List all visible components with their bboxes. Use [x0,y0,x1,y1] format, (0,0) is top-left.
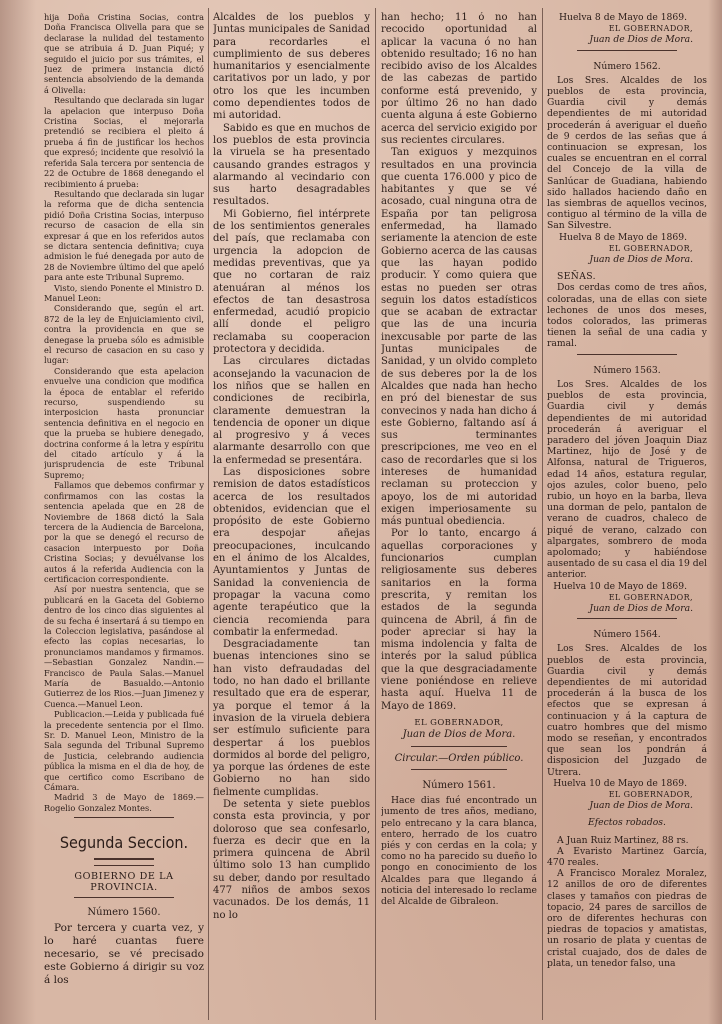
paragraph: Los Sres. Alcaldes de los pueblos de esta provincia, Guardia civil y demás dependientes de mi autoridad procederán á averiguar el paradero del jóven Joaquin Diaz Martinez, hijo de José y de Alfonsa, natural de Trigueros, edad 14 años, estatura regular, ojos azules, color bueno, pelo rubio, un hoyo en la barba, lleva una dorman de pelo, pantalon de verano de cuadros, chaleco de piqué de verano, calzado con alpargates, sombrero de moda apolomado; y habiéndose ausentado de su casa el dia 19 del anterior. [547,378,707,581]
paragraph: Fallamos que debemos confirmar y confirmamos con las costas la sentencia apelada que en 28 de Noviembre de 1868 dictó la Sala tercera de la Audiencia de Barcelona, por la que se denegó el recurso de casacion interpuesto por Doña Cristina Socias; y devuélvanse los autos á la referida Audiencia con la certificacion correspondiente. [44,480,204,584]
notice-number: Número 1563. [593,364,661,376]
paragraph: Considerando que, según el art. 872 de la ley de Enjuiciamiento civil, contra la providencia en que se denegase la prueba sólo es admisible el recurso de casacion en su caso y lugar: [44,303,204,366]
separator-rule [577,354,677,355]
column-2 [213,12,370,1018]
stolen-items-heading: Efectos robados. [588,817,666,829]
column-divider [208,8,209,1020]
paragraph: De setenta y siete pueblos consta esta provincia, y por doloroso que sea confesarlo, fuerza es decir que en la primera quincena de Abril último solo 13 han cumplido su deber, dando por resultado 477 niños de ambos sexos vacunados. De los demás, 11 no lo [213,799,370,921]
section-title: Segunda Seccion. [59,833,189,853]
separator-rule [577,50,677,51]
paragraph: Por lo tanto, encargo á aquellas corporaciones y funcionarios cumplan religiosamente sus deberes sanitarios en la forma prescrita, y remitan los estados de la segunda quincena de Abril, á fin de poder apreciar si hay la misma indolencia y falta de interés por la salud pública que la que desgraciadamente viene poniéndose en relieve hasta aquí. Huelva 11 de Mayo de 1869. [381,528,537,712]
paragraph: Los Sres. Alcaldes de los pueblos de esta provincia, Guardia civil y demás dependientes de mi autoridad procederán á averiguar el dueño de 9 cerdos de las señas que á continuacion se expresan, los cuales se encuentran en el corral del Concejo de la villa de Sanlúcar de Guadiana, habiendo sido hallados haciendo daño en las siembras de aquellos vecinos, contiguo al término de la villa de San Silvestre. [547,74,707,232]
signature-title: EL GOBERNADOR, [414,717,504,728]
paragraph: Tan exiguos y mezquinos resultados en una provincia que cuenta 176.000 y pico de habitantes y que se vé acosado, cual ninguna otra de España por tan peligrosa enfermedad, ha llamado seriamente la atencion de este Gobierno acerca de las causas que las hayan podido producir. Y como quiera que estas no pueden ser otras seguin los datos estadísticos que se acaban de extractar que las de una incuria inexcusable por parte de las Juntas municipales de Sanidad, y un olvido completo de sus deberes por la de los Alcaldes que nada han hecho en pró del bienestar de sus convecinos y nada han dicho á este Gobierno, faltando así á sus terminantes prescripciones, me veo en el caso de recordarles que si los intereses de humanidad reclaman su proteccion y apoyo, los de mi autoridad exigen imperiosamente su más puntual obediencia. [381,147,537,528]
paragraph: Por tercera y cuarta vez, y lo haré cuantas fuere necesario, se vé precisado este Gobierno á dirigir su voz á los [44,921,204,986]
government-heading: GOBIERNO DE LA PROVINCIA. [74,871,174,893]
paragraph: Considerando que esta apelacion envuelve una condicion que modifica la época de entablar el referido recurso, suspendiendo su interposicion hasta pronunciar sentencia definitiva en el negocio en que la prueba se hubiere denegado, doctrina conforme á la letra y espíritu del citado artículo y á la jurisprudencia de este Tribunal Supremo; [44,365,204,480]
date-line: Huelva 10 de Mayo de 1869. [553,580,687,592]
notice-number: Número 1564. [593,629,661,641]
signature-name: Juan de Dios de Mora. [589,254,693,266]
paragraph: A Evaristo Martinez García, 470 reales. [547,845,707,869]
paragraph: Así por nuestra sentencia, que se publicará en la Gaceta del Gobierno dentro de los cinco dias siguientes al de su fecha é insertará á su tiempo en la Coleccion legislativa, pasándose al efecto las copias necesarias, lo pronunciamos mandamos y firmamos.—Sebastian Gonzalez Nandin.—Francisco de Paula Salas.—Manuel María de Basualdo.—Antonio Gutierrez de los Rios.—Juan Jimenez y Cuenca.—Manuel Leon. [44,584,204,709]
paragraph: Resultando que declarada sin lugar la apelacion que interpuso Doña Cristina Socias, el mejorarla pretendió se recibiera el pleito á prueba á fin de justificar los hechos que expresó; incidente que resolvió la referida Sala tercera por sentencia de 22 de Octubre de 1868 denegando el recibimiento á prueba: [44,95,204,189]
date-line: Huelva 8 de Mayo de 1869. [559,231,687,243]
column-divider [375,8,376,1020]
column-3 [381,12,537,1018]
signature-title: EL GOBERNADOR, [608,243,693,253]
paragraph: A Francisco Moralez Moralez, 12 anillos de oro de diferentes clases y tamaños con piedras de topacio, 24 pares de sarcillos de oro de diferentes hechuras con piedras de topacios y amatistas, un rosario de plata y cuentas de cristal cuajado, dos de dales de plata, un tenedor falso, una [547,868,707,969]
paragraph: Las disposiciones sobre remision de datos estadísticos acerca de los resultados obtenidos, evidencian que el propósito de este Gobierno era despojar añejas preocupaciones, inculcando en el ánimo de los Alcaldes, Ayuntamientos y Juntas de Sanidad la conveniencia de propagar la vacuna como agente terapéutico que la ciencia recomienda para combatir la enfermedad. [213,466,370,638]
separator-rule [411,769,507,770]
paragraph: Mi Gobierno, fiel intérprete de los sentimientos generales del país, que reclamaba con urgencia la adopcion de medidas preventivas, que ya que no cortaran de raiz atenuáran al ménos los efectos de tan desastrosa enfermedad, acudió propicio allí donde el peligro reclamaba su cooperacion protectora y decidida. [213,208,370,356]
paragraph: Hace dias fué encontrado un jumento de tres años, mediano, pelo entrecano y la cara blanca, entero, herrado de los cuatro piés y con cerdas en la cola; y como no ha parecido su dueño lo pongo en conocimiento de los Alcaldes para que llegando á noticia del interesado lo reclame del Alcalde de Gibraleon. [381,795,537,907]
signature-name: Juan de Dios de Mora. [589,34,693,46]
date-line: Huelva 8 de Mayo de 1869. [559,12,687,23]
signature-name: Juan de Dios de Mora. [402,729,516,741]
separator-rule [74,897,174,898]
column-4 [547,12,707,1018]
paragraph: Dos cerdas como de tres años, coloradas, una de ellas con siete lechones de unos dos meses, todos colorados, las primeras tienen la señal de una cadia y ramal. [547,282,707,350]
date-line: Huelva 10 de Mayo de 1869. [553,777,687,789]
separator-rule [74,817,174,818]
paragraph: Visto, siendo Ponente el Ministro D. Manuel Leon: [44,282,204,303]
notice-number: Número 1560. [87,907,161,919]
left-margin-shadow [0,0,36,1024]
paragraph: hija Doña Cristina Socias, contra Doña Francisca Olivella para que se declarase la nulidad del testamento que se atribuia á D. Juan Piqué; y seguido el juicio por sus trámites, el Juez de primera instancia dictó sentencia absolviendo de la demanda á Olivella: [44,12,204,95]
signature-name: Juan de Dios de Mora. [589,800,693,812]
signature-title: EL GOBERNADOR, [608,24,693,34]
separator-rule [411,746,507,747]
paragraph: Los Sres. Alcaldes de los pueblos de esta provincia, Guardia civil y demás dependientes de mi autoridad procederán á la busca de los efectos que se expresan á continuacion y á la captura de cuatro hombres que del mismo modo se reseñan, y encontrados que sean los pondrán á disposicion del Juzgado de Utrera. [547,643,707,778]
signature-title: EL GOBERNADOR, [608,592,693,602]
paragraph: Desgraciadamente tan buenas intenciones sino se han visto defraudadas del todo, no han dado el brillante resultado que era de esperar, ya porque el temor á la invasion de la viruela debiera ser estímulo suficiente para despertar á los pueblos dormidos al borde del peligro, ya porque las órdenes de este Gobierno no han sido fielmente cumplidas. [213,639,370,798]
circular-heading: Circular.—Orden público. [394,752,524,764]
signature-name: Juan de Dios de Mora. [589,602,693,614]
paragraph: Las circulares dictadas aconsejando la vacunacion de los niños que se hallen en condiciones de recibirla, claramente demuestran la tendencia de oponer un dique al progresivo y á veces alarmante desarrollo con que la enfermedad se presentára. [213,356,370,466]
column-divider [542,8,543,1020]
paragraph: Resultando que declarada sin lugar la reforma que de dicha sentencia pidió Doña Cristina Socias, interpuso recurso de casacion de ella sin expresar á que en los referidos autos se dictara sentencia definitiva; cuya admision le fué denegada por auto de 28 de Noviembre último del que apeló para ante este Tribunal Supremo. [44,188,204,283]
signs-heading: SEÑAS. [557,271,596,283]
notice-number: Número 1562. [593,60,661,72]
paragraph: han hecho; 11 ó no han recocido oportunidad al aplicar la vacuna ó no han obtenido resultado; 16 no han recibido aviso de los Alcaldes de las cabezas de partido conforme está prevenido, y por último 26 no han dado cuenta alguna á este Gobierno acerca del servicio exigido por sus recientes circulares. [381,12,537,146]
paragraph: Publicacion.—Leida y publicada fué la precedente sentencia por el Ilmo. Sr. D. Manuel Leon, Ministro de la Sala segunda del Tribunal Supremo de Justicia, celebrando audiencia pública la misma en el dia de hoy, de que certifico como Escribano de Cámara. [44,709,204,793]
separator-rule [577,618,677,619]
paragraph: A Juan Ruiz Martinez, 88 rs. [557,834,689,846]
paragraph: Madrid 3 de Mayo de 1869.—Rogelio Gonzalez Montes. [44,792,204,813]
signature-title: EL GOBERNADOR, [608,790,693,799]
paragraph: Alcaldes de los pueblos y Juntas municipales de Sanidad para recordarles el cumplimiento de sus deberes humanitarios y esencialmente caritativos por un lado, y por otro los que les incumben como dependientes todos de mi autoridad. [213,12,370,122]
paragraph: Sabido es que en muchos de los pueblos de esta provincia la viruela se ha presentado causando grandes estragos y alarmando al vecindario con sus harto desagradables resultados. [213,122,370,208]
right-margin-shadow [708,0,722,1024]
column-1 [44,12,204,1018]
notice-number: Número 1561. [422,779,496,791]
ornament-rule [94,858,154,866]
